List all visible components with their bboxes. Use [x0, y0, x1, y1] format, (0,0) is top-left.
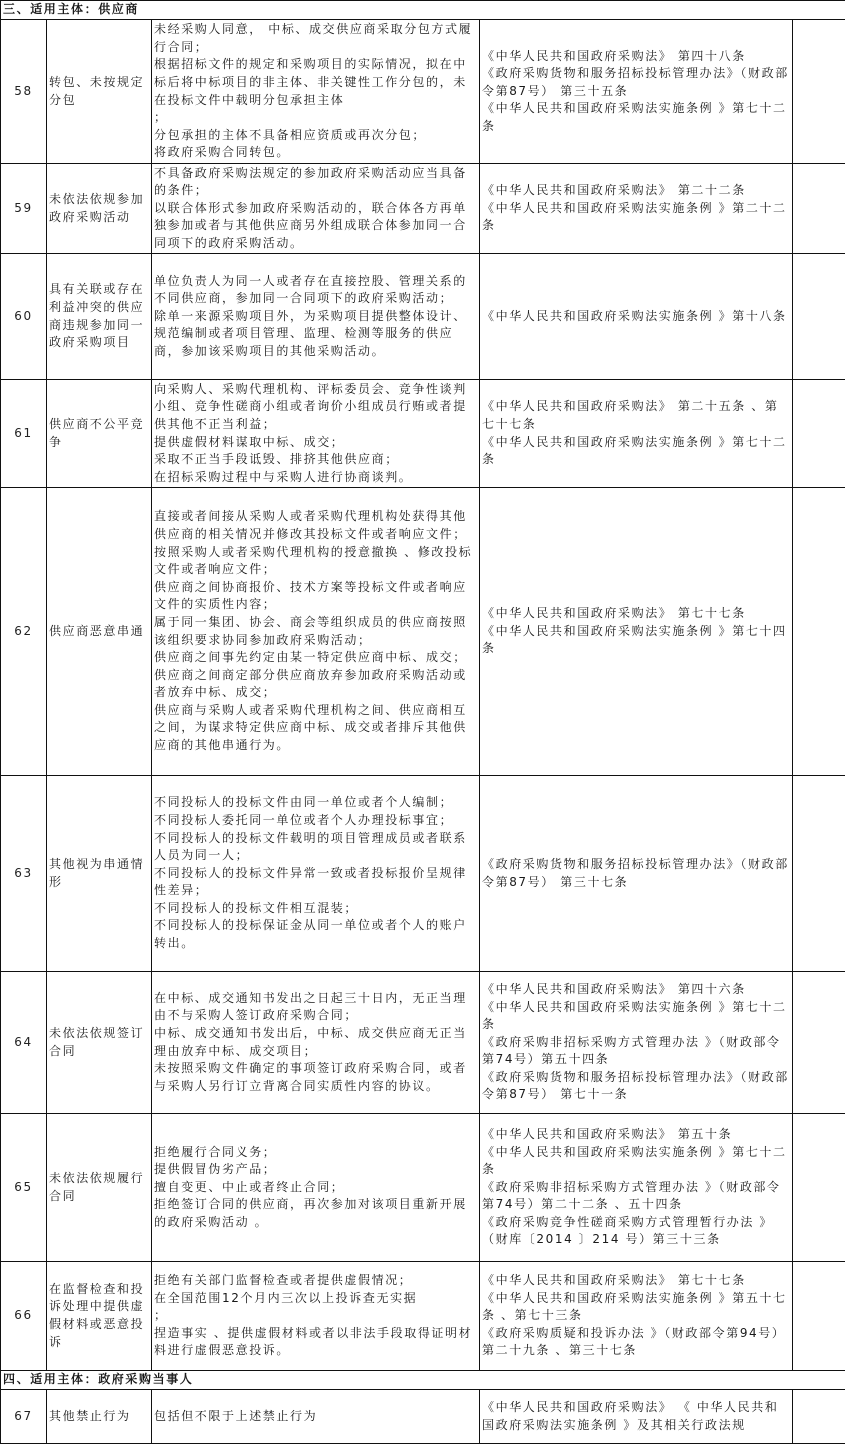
violation-name: 具有关联或存在利益冲突的供应商违规参加同一政府采购项目: [47, 254, 152, 380]
description-line: 供应商之间商定部分供应商放弃参加政府采购活动或者放弃中标、成交；: [154, 667, 477, 702]
description-line: 包括但不限于上述禁止行为: [154, 1408, 477, 1426]
row-number: 59: [1, 164, 47, 254]
section-header-row: [1, 1371, 845, 1390]
description-line: 拒绝有关部门监督检查或者提供虚假情况；: [154, 1272, 477, 1290]
row-number: 63: [1, 776, 47, 972]
violation-description: [152, 1262, 480, 1371]
description-line: 单位负责人为同一人或者存在直接控股、管理关系的不同供应商，参加同一合同项下的政府采购活动；: [154, 273, 477, 308]
table-row: [1, 1390, 845, 1444]
row-number: 65: [1, 1114, 47, 1262]
table-row: [1, 776, 845, 972]
legal-reference-line: 《中华人民共和国政府采购法实施条例 》第二十二条: [482, 200, 790, 235]
legal-reference-line: 《中华人民共和国政府采购法实施条例 》第十八条: [482, 308, 790, 326]
violation-name: 未依法依规签订合同: [47, 972, 152, 1114]
violation-name: 其他视为串通情形: [47, 776, 152, 972]
description-line: 以联合体形式参加政府采购活动的，联合体各方再单独参加或者与其他供应商另外组成联合体参加同一合同项下的政府采购活动。: [154, 200, 477, 253]
violation-description: [152, 20, 480, 164]
description-line: 在招标采购过程中与采购人进行协商谈判。: [154, 469, 477, 487]
legal-basis: [480, 1114, 793, 1262]
legal-reference-line: 《中华人民共和国政府采购法实施条例 》第七十四条: [482, 623, 790, 658]
table-row: [1, 164, 845, 254]
violation-name: 其他禁止行为: [47, 1390, 152, 1444]
row-number: 60: [1, 254, 47, 380]
description-line: 根据招标文件的规定和采购项目的实际情况，拟在中标后将中标项目的非主体、非关键性工作分包的，未在投标文件中载明分包承担主体: [154, 56, 477, 109]
table-row: [1, 1114, 845, 1262]
table-row: [1, 254, 845, 380]
remark-cell: [793, 1390, 845, 1444]
violation-description: [152, 254, 480, 380]
description-line: 不具备政府采购法规定的参加政府采购活动应当具备的条件；: [154, 165, 477, 200]
description-line: 在全国范围12个月内三次以上投诉查无实据: [154, 1290, 477, 1308]
description-line: 提供虚假材料谋取中标、成交；: [154, 434, 477, 452]
violation-name: 供应商不公平竞争: [47, 380, 152, 488]
description-line: 未经采购人同意， 中标、成交供应商采取分包方式履行合同；: [154, 21, 477, 56]
description-line: 拒绝履行合同义务；: [154, 1144, 477, 1162]
remark-cell: [793, 20, 845, 164]
description-line: ；: [154, 109, 477, 127]
legal-reference-line: 《政府采购质疑和投诉办法 》（财政部令第94号）第二十九条 、第三十七条: [482, 1325, 790, 1360]
legal-basis: [480, 20, 793, 164]
remark-cell: [793, 164, 845, 254]
description-line: 向采购人、采购代理机构、评标委员会、竞争性谈判小组、竞争性磋商小组或者询价小组成员行贿或者提供其他不正当利益；: [154, 381, 477, 434]
section-title: 四、适用主体：政府采购当事人: [1, 1371, 845, 1390]
legal-reference-line: 《中华人民共和国政府采购法》 第四十八条: [482, 48, 790, 66]
legal-reference-line: 《中华人民共和国政府采购法》 《 中华人民共和国政府采购法实施条例 》及其相关行政法规: [482, 1399, 790, 1434]
description-line: 拒绝签订合同的供应商，再次参加对该项目重新开展的政府采购活动 。: [154, 1196, 477, 1231]
violation-description: [152, 776, 480, 972]
legal-reference-line: 《中华人民共和国政府采购法实施条例 》第七十二条: [482, 1144, 790, 1179]
legal-reference-line: 《中华人民共和国政府采购法实施条例 》第七十二条: [482, 999, 790, 1034]
legal-basis: [480, 164, 793, 254]
legal-reference-line: 《政府采购非招标采购方式管理办法 》（财政部令第74号）第五十四条: [482, 1034, 790, 1069]
legal-reference-line: 《政府采购竞争性磋商采购方式管理暂行办法 》（财库〔2014 〕214 号）第三十三条: [482, 1214, 790, 1249]
violation-description: [152, 164, 480, 254]
legal-basis: [480, 776, 793, 972]
violation-name: 未依法依规参加政府采购活动: [47, 164, 152, 254]
legal-reference-line: 《中华人民共和国政府采购法》 第七十七条: [482, 605, 790, 623]
table-row: [1, 972, 845, 1114]
description-line: 不同投标人的投标保证金从同一单位或者个人的账户转出。: [154, 917, 477, 952]
row-number: 67: [1, 1390, 47, 1444]
row-number: 66: [1, 1262, 47, 1371]
legal-reference-line: 《中华人民共和国政府采购法实施条例 》第五十七条 、第七十三条: [482, 1290, 790, 1325]
legal-reference-line: 《政府采购货物和服务招标投标管理办法》（财政部令第87号） 第三十七条: [482, 856, 790, 891]
legal-basis: [480, 972, 793, 1114]
legal-reference-line: 《中华人民共和国政府采购法》 第二十二条: [482, 182, 790, 200]
description-line: 提供假冒伪劣产品；: [154, 1161, 477, 1179]
violation-name: 转包、未按规定分包: [47, 20, 152, 164]
violation-description: [152, 380, 480, 488]
description-line: 供应商之间协商报价、技术方案等投标文件或者响应文件的实质性内容；: [154, 579, 477, 614]
description-line: 不同投标人委托同一单位或者个人办理投标事宜；: [154, 812, 477, 830]
description-line: 中标、成交通知书发出后，中标、成交供应商无正当理由放弃中标、成交项目；: [154, 1025, 477, 1060]
row-number: 62: [1, 488, 47, 776]
description-line: 将政府采购合同转包。: [154, 144, 477, 162]
legal-reference-line: 《中华人民共和国政府采购法》 第二十五条 、第七十七条: [482, 398, 790, 433]
legal-reference-line: 《政府采购非招标采购方式管理办法 》（财政部令第74号）第二十二条 、五十四条: [482, 1179, 790, 1214]
description-line: 分包承担的主体不具备相应资质或再次分包；: [154, 127, 477, 145]
table-row: [1, 1262, 845, 1371]
row-number: 64: [1, 972, 47, 1114]
description-line: 不同投标人的投标文件载明的项目管理成员或者联系人员为同一人；: [154, 830, 477, 865]
description-line: 除单一来源采购项目外，为采购项目提供整体设计、规范编制或者项目管理、监理、检测等服务的供应商，参加该采购项目的其他采购活动。: [154, 308, 477, 361]
legal-basis: [480, 1390, 793, 1444]
description-line: ；: [154, 1307, 477, 1325]
violation-name: 供应商恶意串通: [47, 488, 152, 776]
remark-cell: [793, 776, 845, 972]
table-row: [1, 20, 845, 164]
description-line: 不同投标人的投标文件由同一单位或者个人编制；: [154, 794, 477, 812]
description-line: 在中标、成交通知书发出之日起三十日内，无正当理由不与采购人签订政府采购合同；: [154, 990, 477, 1025]
description-line: 属于同一集团、协会、商会等组织成员的供应商按照该组织要求协同参加政府采购活动；: [154, 614, 477, 649]
row-number: 61: [1, 380, 47, 488]
description-line: 供应商与采购人或者采购代理机构之间、供应商相互之间，为谋求特定供应商中标、成交或者排斥其他供应商的其他串通行为。: [154, 702, 477, 755]
remark-cell: [793, 972, 845, 1114]
legal-reference-line: 《中华人民共和国政府采购法实施条例 》第七十二条: [482, 100, 790, 135]
legal-reference-line: 《中华人民共和国政府采购法实施条例 》第七十二条: [482, 434, 790, 469]
legal-reference-line: 《政府采购货物和服务招标投标管理办法》（财政部令第87号） 第七十一条: [482, 1069, 790, 1104]
row-number: 58: [1, 20, 47, 164]
remark-cell: [793, 1114, 845, 1262]
description-line: 捏造事实 、提供虚假材料或者以非法手段取得证明材料进行虚假恶意投诉。: [154, 1325, 477, 1360]
legal-reference-line: 《政府采购货物和服务招标投标管理办法》（财政部令第87号） 第三十五条: [482, 65, 790, 100]
description-line: 按照采购人或者采购代理机构的授意撤换 、修改投标文件或者响应文件；: [154, 544, 477, 579]
description-line: 不同投标人的投标文件相互混装；: [154, 900, 477, 918]
violation-name: 未依法依规履行合同: [47, 1114, 152, 1262]
violation-description: [152, 972, 480, 1114]
table-row: [1, 380, 845, 488]
legal-reference-line: 《中华人民共和国政府采购法》 第七十七条: [482, 1272, 790, 1290]
legal-reference-line: 《中华人民共和国政府采购法》 第五十条: [482, 1126, 790, 1144]
legal-basis: [480, 254, 793, 380]
remark-cell: [793, 1262, 845, 1371]
table-row: [1, 488, 845, 776]
section-title: 三、适用主体：供应商: [1, 1, 845, 20]
violation-description: [152, 1390, 480, 1444]
violation-name: 在监督检查和投诉处理中提供虚假材料或恶意投诉: [47, 1262, 152, 1371]
description-line: 不同投标人的投标文件异常一致或者投标报价呈规律性差异；: [154, 865, 477, 900]
legal-basis: [480, 380, 793, 488]
legal-basis: [480, 488, 793, 776]
legal-reference-line: 《中华人民共和国政府采购法》 第四十六条: [482, 981, 790, 999]
description-line: 未按照采购文件确定的事项签订政府采购合同，或者与采购人另行订立背离合同实质性内容的协议。: [154, 1060, 477, 1095]
description-line: 供应商之间事先约定由某一特定供应商中标、成交；: [154, 649, 477, 667]
violation-description: [152, 1114, 480, 1262]
violation-description: [152, 488, 480, 776]
description-line: 擅自变更、中止或者终止合同；: [154, 1179, 477, 1197]
remark-cell: [793, 380, 845, 488]
remark-cell: [793, 254, 845, 380]
remark-cell: [793, 488, 845, 776]
description-line: 直接或者间接从采购人或者采购代理机构处获得其他供应商的相关情况并修改其投标文件或者响应文件；: [154, 508, 477, 543]
description-line: 采取不正当手段诋毁、排挤其他供应商；: [154, 451, 477, 469]
legal-basis: [480, 1262, 793, 1371]
section-header-row: [1, 1, 845, 20]
